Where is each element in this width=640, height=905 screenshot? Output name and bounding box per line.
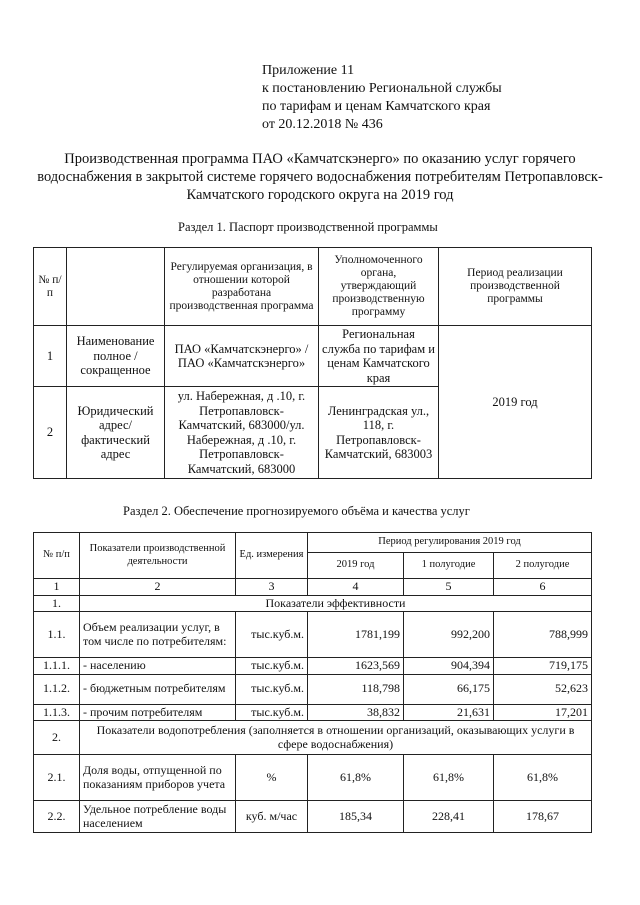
row-half-1-value: 992,200 <box>404 612 494 658</box>
row-unit: тыс.куб.м. <box>236 674 308 704</box>
header-period: Период реализации производственной программы <box>439 248 592 326</box>
table-header-row <box>34 248 592 326</box>
column-number: 4 <box>308 579 404 596</box>
column-number: 5 <box>404 579 494 596</box>
row-org: ПАО «Камчатскэнерго» / ПАО «Камчатскэнерго» <box>165 326 319 387</box>
group-num: 2. <box>34 721 80 755</box>
row-num: 2 <box>34 387 67 479</box>
row-year-value: 1623,569 <box>308 658 404 675</box>
table-row <box>34 326 592 387</box>
row-half-2-value: 17,201 <box>494 704 592 721</box>
appendix-line: к постановлению Региональной службы <box>262 81 502 96</box>
table-row <box>34 801 592 833</box>
row-half-1-value: 21,631 <box>404 704 494 721</box>
row-num: 2.1. <box>34 755 80 801</box>
table-row <box>34 755 592 801</box>
row-indicator: - бюджетным потребителям <box>80 674 236 704</box>
group-row <box>34 595 592 612</box>
row-unit: тыс.куб.м. <box>236 658 308 675</box>
row-indicator: - прочим потребителям <box>80 704 236 721</box>
row-year-value: 185,34 <box>308 801 404 833</box>
appendix-block <box>262 62 502 134</box>
group-row <box>34 721 592 755</box>
row-half-2-value: 719,175 <box>494 658 592 675</box>
row-authority: Ленинградская ул., 118, г. Петропавловск-Камчатский, 683003 <box>319 387 439 479</box>
row-authority: Региональная служба по тарифам и ценам Камчатского края <box>319 326 439 387</box>
header-half-2: 2 полугодие <box>494 553 592 579</box>
group-label: Показатели водопотребления (заполняется в отношении организаций, оказывающих услуги в сфере водоснабжения) <box>80 721 592 755</box>
table-row <box>34 704 592 721</box>
column-number: 3 <box>236 579 308 596</box>
row-year-value: 1781,199 <box>308 612 404 658</box>
row-indicator: - населению <box>80 658 236 675</box>
row-unit: тыс.куб.м. <box>236 704 308 721</box>
row-indicator: Объем реализации услуг, в том числе по потребителям: <box>80 612 236 658</box>
header-empty <box>67 248 165 326</box>
row-half-1-value: 904,394 <box>404 658 494 675</box>
group-label: Показатели эффективности <box>80 595 592 612</box>
table-row <box>34 674 592 704</box>
row-org: ул. Набережная, д .10, г. Петропавловск-Камчатский, 683000/ул. Набережная, д .10, г. Петропавловск-Камчатский, 683000 <box>165 387 319 479</box>
row-num: 1.1.3. <box>34 704 80 721</box>
appendix-line: Приложение 11 <box>262 63 355 78</box>
header-num: № п/п <box>34 533 80 579</box>
table-row <box>34 612 592 658</box>
row-label: Юридический адрес/фактический адрес <box>67 387 165 479</box>
column-number: 6 <box>494 579 592 596</box>
row-num: 2.2. <box>34 801 80 833</box>
period-value: 2019 год <box>439 326 592 479</box>
row-half-2-value: 788,999 <box>494 612 592 658</box>
row-unit: тыс.куб.м. <box>236 612 308 658</box>
header-authority: Уполномоченного органа, утверждающий производственную программу <box>319 248 439 326</box>
table-row <box>34 658 592 675</box>
header-indicator: Показатели производственной деятельности <box>80 533 236 579</box>
header-year: 2019 год <box>308 553 404 579</box>
header-period: Период регулирования 2019 год <box>308 533 592 553</box>
table-header-row <box>34 533 592 553</box>
column-number: 2 <box>80 579 236 596</box>
row-unit: % <box>236 755 308 801</box>
row-year-value: 118,798 <box>308 674 404 704</box>
column-number: 1 <box>34 579 80 596</box>
row-label: Наименование полное / сокращенное <box>67 326 165 387</box>
row-num: 1.1.1. <box>34 658 80 675</box>
header-num: № п/п <box>34 248 67 326</box>
section-2-heading: Раздел 2. Обеспечение прогнозируемого объёма и качества услуг <box>123 504 470 518</box>
header-unit: Ед. измерения <box>236 533 308 579</box>
row-unit: куб. м/час <box>236 801 308 833</box>
row-half-1-value: 66,175 <box>404 674 494 704</box>
row-year-value: 61,8% <box>308 755 404 801</box>
appendix-line: от 20.12.2018 № 436 <box>262 117 383 132</box>
row-num: 1.1. <box>34 612 80 658</box>
column-number-row <box>34 579 592 596</box>
row-half-2-value: 52,623 <box>494 674 592 704</box>
row-half-1-value: 228,41 <box>404 801 494 833</box>
document-title: Производственная программа ПАО «Камчатскэнерго» по оказанию услуг горячего водоснабжения в закрытой системе горячего водоснабжения потребителям Петропавловск-Камчатского городского округа на 2019 год <box>37 151 603 203</box>
row-indicator: Доля воды, отпущенной по показаниям приборов учета <box>80 755 236 801</box>
group-num: 1. <box>34 595 80 612</box>
section-1-heading: Раздел 1. Паспорт производственной программы <box>178 220 438 234</box>
passport-table <box>33 247 592 479</box>
row-half-1-value: 61,8% <box>404 755 494 801</box>
row-year-value: 38,832 <box>308 704 404 721</box>
row-half-2-value: 61,8% <box>494 755 592 801</box>
header-half-1: 1 полугодие <box>404 553 494 579</box>
row-indicator: Удельное потребление воды населением <box>80 801 236 833</box>
indicators-table <box>33 532 592 833</box>
header-org: Регулируемая организация, в отношении которой разработана производственная программа <box>165 248 319 326</box>
row-half-2-value: 178,67 <box>494 801 592 833</box>
row-num: 1.1.2. <box>34 674 80 704</box>
appendix-line: по тарифам и ценам Камчатского края <box>262 99 491 114</box>
row-num: 1 <box>34 326 67 387</box>
